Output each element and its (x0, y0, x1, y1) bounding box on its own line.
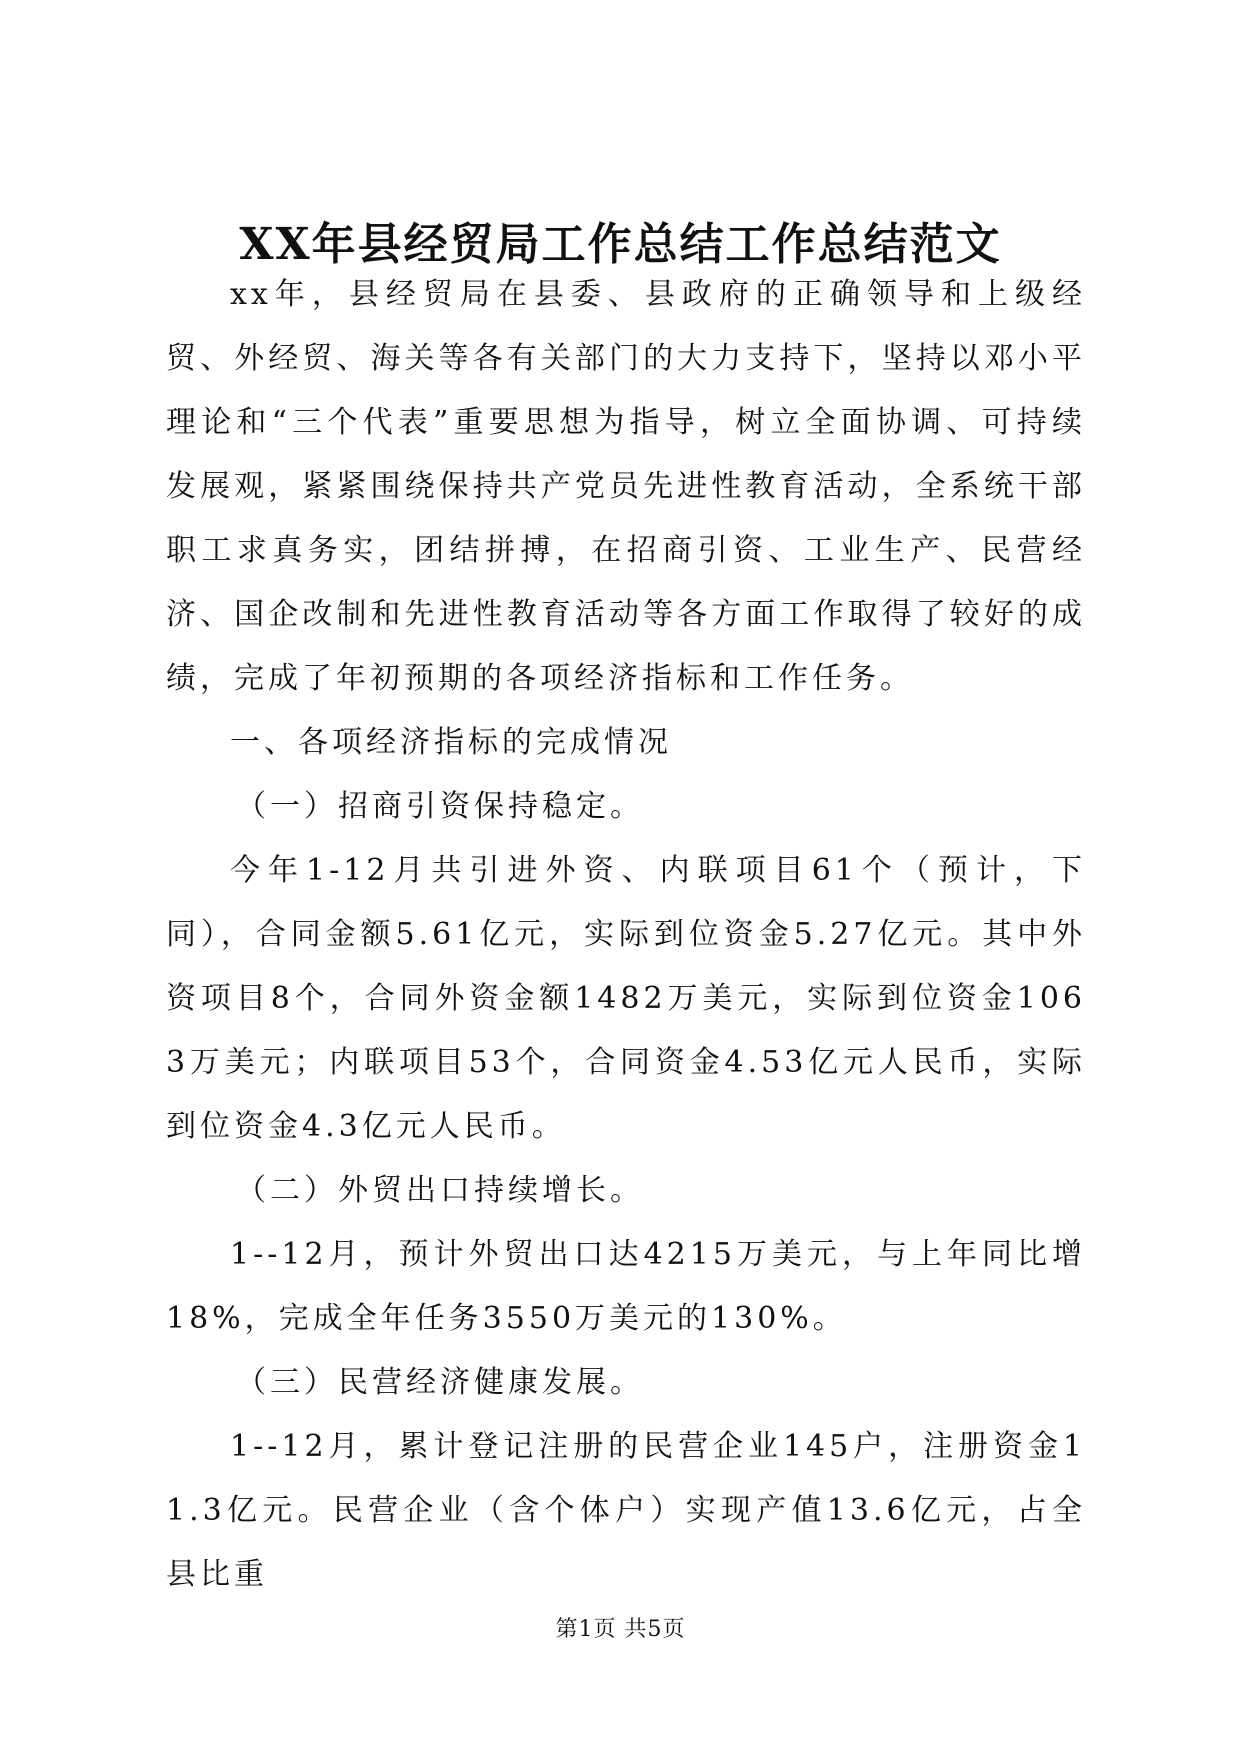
subsection-heading: （三）民营经济健康发展。 (236, 1365, 644, 1400)
intro-paragraph: xx年，县经贸局在县委、县政府的正确领导和上级经贸、外经贸、海关等各有关部门的大力支持下，坚持以邓小平理论和“三个代表”重要思想为指导，树立全面协调、可持续发展观，紧紧围绕保持共产党员先进性教育活动，全系统干部职工求真务实，团结拼搏，在招商引资、工业生产、民营经济、国企改制和先进性教育活动等各方面工作取得了较好的成绩，完成了年初预期的各项经济指标和工作任务。 (166, 277, 1086, 696)
document-body (166, 263, 1086, 1607)
body-paragraph: 1--12月，预计外贸出口达4215万美元，与上年同比增18%，完成全年任务3550万美元的130%。 (166, 1237, 1086, 1336)
body-paragraph: 1--12月，累计登记注册的民营企业145户，注册资金11.3亿元。民营企业（含个体户）实现产值13.6亿元，占全县比重 (166, 1429, 1086, 1592)
document-title: XX年县经贸局工作总结工作总结范文 (239, 219, 1002, 270)
subsection-heading: （一）招商引资保持稳定。 (236, 789, 644, 824)
section-heading: 一、各项经济指标的完成情况 (230, 725, 672, 760)
page-number-footer: 第1页 共5页 (555, 1617, 686, 1642)
subsection-heading: （二）外贸出口持续增长。 (236, 1173, 644, 1208)
body-paragraph: 今年1-12月共引进外资、内联项目61个（预计，下同），合同金额5.61亿元，实际到位资金5.27亿元。其中外资项目8个，合同外资金额1482万美元，实际到位资金1063万美元；内联项目53个，合同资金4.53亿元人民币，实际到位资金4.3亿元人民币。 (166, 853, 1086, 1144)
